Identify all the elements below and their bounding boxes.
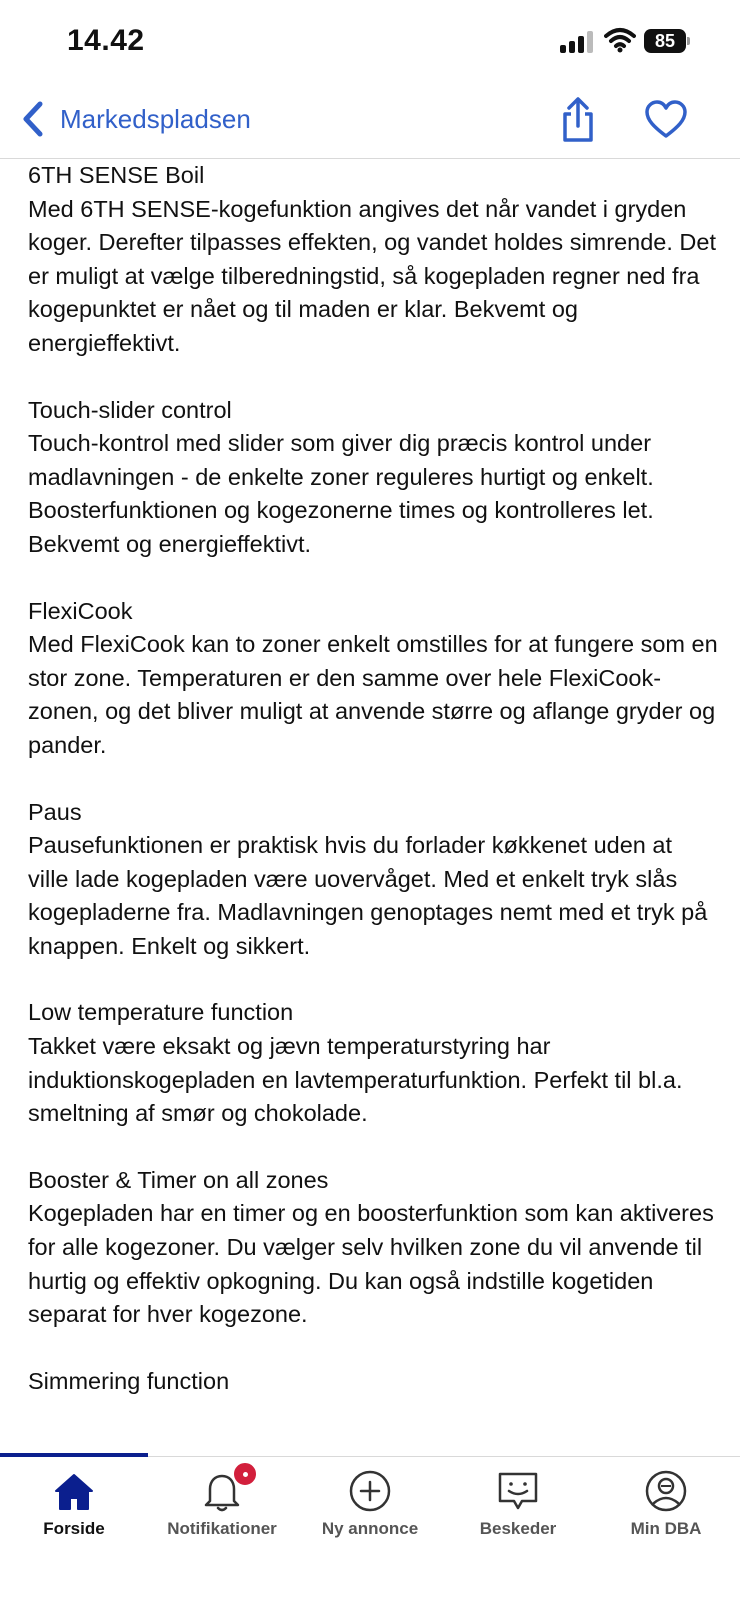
section-body: Med FlexiCook kan to zoner enkelt omstilles for at fungere som en stor zone. Temperaturen er den samme over hele FlexiCook-zonen, og det bliver muligt at anvende større og aflange gryder og pander. (28, 631, 718, 758)
wifi-icon (604, 27, 636, 53)
tab-forside[interactable] (0, 1457, 148, 1557)
battery-icon (644, 29, 690, 55)
section-title: 6TH SENSE Boil (28, 162, 205, 188)
section-body: Kogepladen har en timer og en boosterfunktion som kan aktiveres for alle kogezoner. Du vælger selv hvilken zone du vil anvende til hurtig og effektiv opkogning. Du kan også indstille kogetiden separat for hver kogezone. (28, 1200, 714, 1328)
description-section (28, 159, 718, 361)
description-section (28, 796, 718, 964)
tab-label: Notifikationer (167, 1519, 277, 1538)
back-label: Markedspladsen (60, 103, 251, 134)
description-section (28, 1365, 718, 1399)
tab-label: Ny annonce (321, 1519, 419, 1538)
tab-label: Min DBA (630, 1519, 702, 1538)
description-section (28, 394, 718, 562)
description-content (28, 159, 718, 1455)
section-body: Touch-kontrol med slider som giver dig præcis kontrol under madlavningen - de enkelte zoner reguleres hurtigt og enkelt. Boosterfunktionen og kogezonerne times og kontrolleres let. Bekvemt og energieffektivt. (28, 430, 654, 557)
status-time: 14.42 (67, 24, 145, 57)
section-body: Takket være eksakt og jævn temperaturstyring har induktionskogepladen en lavtemperaturfunktion. Perfekt til bl.a. smeltning af smør og chokolade. (28, 1033, 683, 1127)
section-title: Booster & Timer on all zones (28, 1166, 329, 1193)
user-circle-icon (644, 1469, 688, 1513)
tab-beskeder[interactable] (444, 1457, 592, 1557)
nav-bar (0, 84, 740, 159)
tab-label: Forside (43, 1519, 105, 1538)
tab-notifikationer[interactable] (148, 1457, 296, 1557)
section-body: Med 6TH SENSE-kogefunktion angives det når vandet i gryden koger. Derefter tilpasses effekten, og vandet holdes simrende. Det er muligt at vælge tilberedningstid, så kogepladen regner ned fra kogepunktet er nået og til maden er klar. Bekvemt og energieffektivt. (28, 195, 716, 356)
section-title: FlexiCook (28, 597, 133, 624)
cellular-signal-icon (560, 31, 596, 53)
status-bar (0, 0, 740, 84)
favorite-heart-icon[interactable] (644, 98, 688, 142)
section-title: Simmering function (28, 1367, 230, 1394)
chevron-left-icon (18, 99, 48, 139)
battery-level: 85 (644, 29, 686, 53)
description-section (28, 1164, 718, 1332)
tab-ny-annonce[interactable] (296, 1457, 444, 1557)
plus-circle-icon (348, 1469, 392, 1513)
tab-min-dba[interactable] (592, 1457, 740, 1557)
back-button[interactable] (18, 96, 251, 142)
tab-bar (0, 1456, 740, 1601)
home-icon (52, 1469, 96, 1513)
description-section (28, 595, 718, 763)
section-title: Paus (28, 798, 82, 825)
tab-label: Beskeder (479, 1519, 557, 1538)
section-title: Low temperature function (28, 999, 294, 1026)
notification-badge (232, 1461, 258, 1487)
share-icon[interactable] (558, 96, 598, 144)
section-body: Pausefunktionen er praktisk hvis du forlader køkkenet uden at ville lade kogepladen være uovervåget. Med et enkelt tryk slås kogepladerne fra. Madlavningen genoptages nemt med et tryk på knappen. Enkelt og sikkert. (28, 832, 708, 959)
description-section (28, 996, 718, 1130)
chat-icon (496, 1469, 540, 1513)
section-title: Touch-slider control (28, 396, 232, 423)
